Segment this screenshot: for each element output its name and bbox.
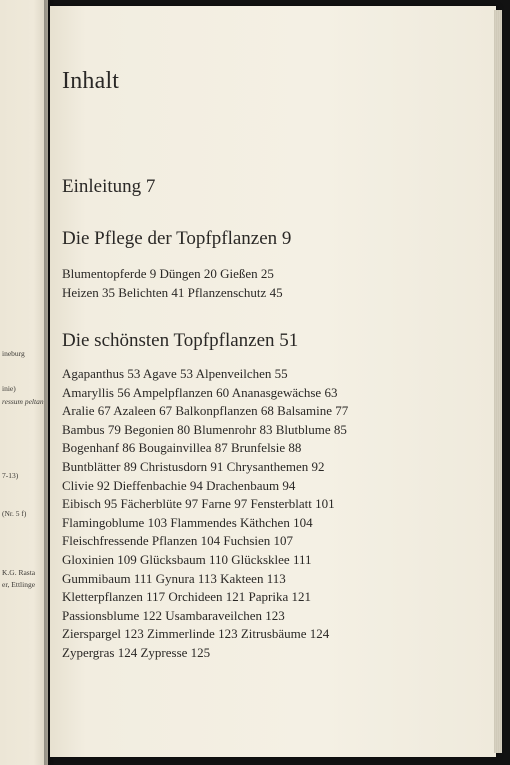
section-heading-pflege: Die Pflege der Topfpflanzen 9 — [62, 228, 292, 249]
toc-line: Blumentopferde 9 Düngen 20 Gießen 25 — [62, 266, 274, 281]
section-list-pflege — [62, 265, 283, 302]
toc-line: Amaryllis 56 Ampelpflanzen 60 Ananasgewächse 63 — [62, 384, 338, 400]
left-page-fragment: 7-13) — [2, 471, 19, 480]
left-page — [0, 0, 48, 765]
toc-line: Gummibaum 111 Gynura 113 Kakteen 113 — [62, 570, 286, 586]
toc-page — [50, 6, 496, 757]
toc-line: Buntblätter 89 Christusdorn 91 Chrysanthemen 92 — [62, 458, 325, 474]
toc-line: Flamingoblume 103 Flammendes Käthchen 104 — [62, 514, 313, 530]
toc-line: Bogenhanf 86 Bougainvillea 87 Brunfelsie 88 — [62, 440, 302, 456]
toc-line: Gloxinien 109 Glücksbaum 110 Glücksklee 111 — [62, 551, 312, 567]
page-edge — [494, 10, 502, 753]
toc-line: Fleischfressende Pflanzen 104 Fuchsien 107 — [62, 533, 294, 549]
intro-entry: Einleitung 7 — [62, 176, 156, 197]
page-title: Inhalt — [62, 68, 120, 94]
left-page-fragment: er, Ettlinge — [2, 580, 36, 589]
left-page-fragment: ineburg — [2, 349, 25, 358]
toc-line: Heizen 35 Belichten 41 Pflanzenschutz 45 — [62, 284, 283, 300]
toc-line: Agapanthus 53 Agave 53 Alpenveilchen 55 — [62, 366, 288, 381]
left-page-fragment: inie) — [2, 384, 16, 393]
toc-line: Bambus 79 Begonien 80 Blumenrohr 83 Blutblume 85 — [62, 421, 347, 437]
left-page-fragment: ressum peltan — [2, 397, 44, 406]
toc-line: Zierspargel 123 Zimmerlinde 123 Zitrusbäume 124 — [62, 626, 330, 642]
toc-content — [62, 68, 349, 660]
toc-line: Eibisch 95 Fächerblüte 97 Farne 97 Fensterblatt 101 — [62, 496, 335, 512]
toc-line: Aralie 67 Azaleen 67 Balkonpflanzen 68 Balsamine 77 — [62, 403, 349, 419]
toc-line: Kletterpflanzen 117 Orchideen 121 Paprika 121 — [62, 589, 311, 605]
toc-line: Clivie 92 Dieffenbachie 94 Drachenbaum 94 — [62, 477, 296, 493]
section-heading-topfpflanzen: Die schönsten Topfpflanzen 51 — [62, 330, 299, 351]
section-list-topfpflanzen — [62, 365, 348, 663]
toc-line: Zypergras 124 Zypresse 125 — [62, 644, 211, 660]
left-page-fragment: (Nr. 5 f) — [2, 509, 27, 518]
toc-line: Passionsblume 122 Usambaraveilchen 123 — [62, 607, 285, 623]
left-page-fragment: K.G. Rasta — [2, 568, 36, 577]
